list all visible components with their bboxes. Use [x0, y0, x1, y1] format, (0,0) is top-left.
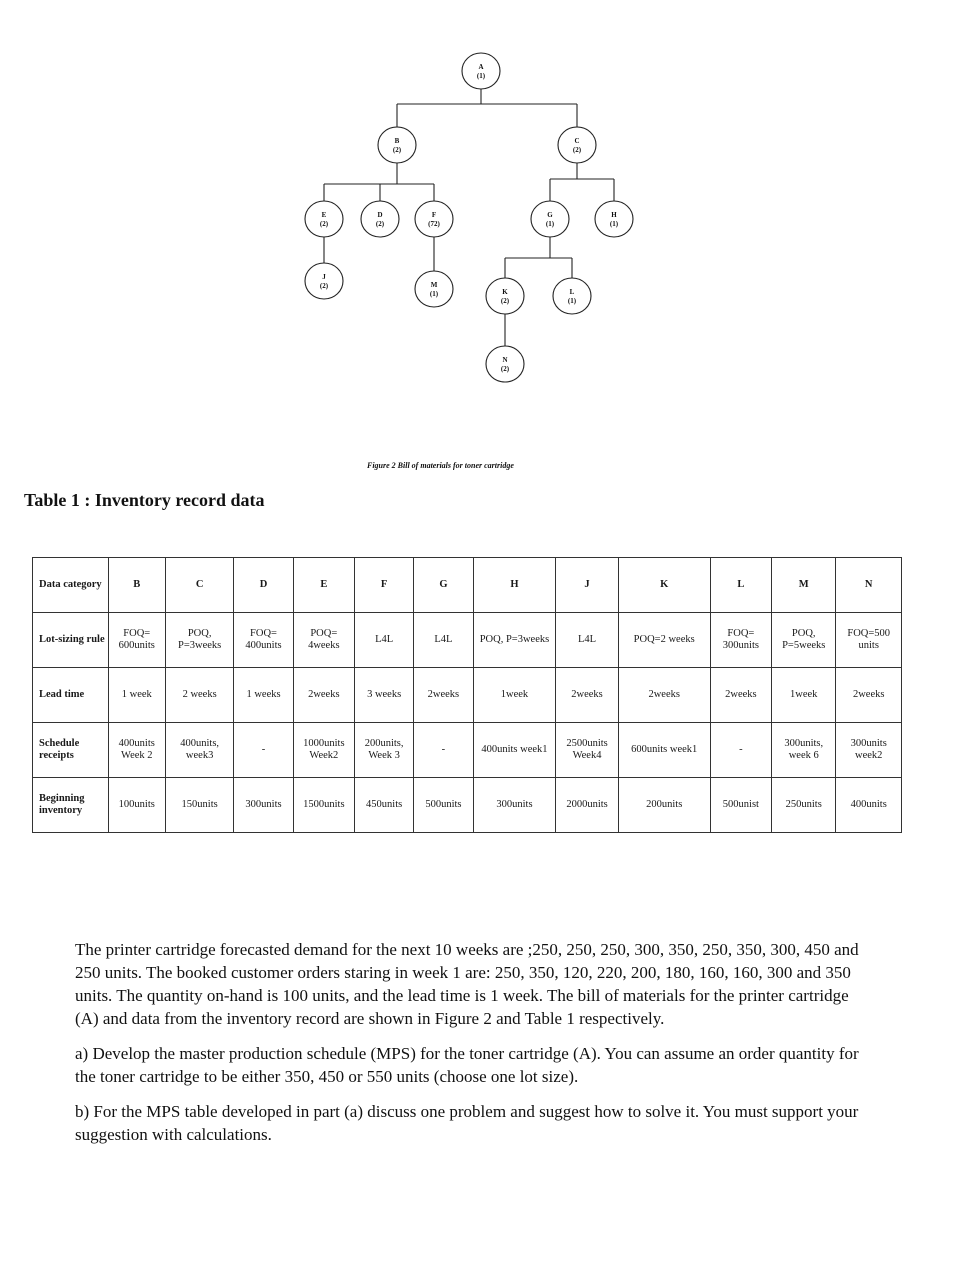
- table-cell: FOQ= 400units: [234, 613, 293, 668]
- header-item-h: H: [473, 558, 556, 613]
- bom-node-n: [486, 346, 524, 382]
- header-item-m: M: [772, 558, 836, 613]
- bom-node-d: [361, 201, 399, 237]
- bom-node-qty: (2): [375, 220, 385, 228]
- bom-node-l: [553, 278, 591, 314]
- table-cell: 1week: [473, 668, 556, 723]
- table-cell: 200units: [618, 778, 710, 833]
- bom-node-id: B: [394, 137, 400, 145]
- table-cell: POQ, P=5weeks: [772, 613, 836, 668]
- bom-node-circle: [553, 278, 591, 314]
- bom-node-circle: [361, 201, 399, 237]
- table-cell: 2 weeks: [165, 668, 233, 723]
- header-item-f: F: [354, 558, 413, 613]
- table-title: Table 1 : Inventory record data: [24, 490, 265, 510]
- table-cell: -: [710, 723, 771, 778]
- bom-node-qty: (2): [319, 282, 329, 290]
- problem-part-b: b) For the MPS table developed in part (a) discuss one problem and suggest how to solve it. You must support your suggestion with calculations.: [75, 1102, 859, 1144]
- table-cell: 400units: [836, 778, 902, 833]
- header-item-j: J: [556, 558, 618, 613]
- bom-node-circle: [462, 53, 500, 89]
- table-cell: 450units: [354, 778, 413, 833]
- header-data-category: Data category: [33, 558, 109, 613]
- bom-nodes: [305, 53, 633, 382]
- bom-node-qty: (1): [609, 220, 619, 228]
- table-cell: POQ= 4weeks: [293, 613, 354, 668]
- bom-node-qty: (72): [428, 220, 440, 228]
- table-cell: 600units week1: [618, 723, 710, 778]
- bom-node-e: [305, 201, 343, 237]
- bom-node-id: A: [478, 63, 484, 71]
- bom-node-circle: [486, 346, 524, 382]
- bom-node-circle: [305, 201, 343, 237]
- table-cell: POQ, P=3weeks: [473, 613, 556, 668]
- bom-node-qty: (1): [567, 297, 577, 305]
- bom-node-id: K: [502, 288, 508, 296]
- table-cell: 300units, week 6: [772, 723, 836, 778]
- table-cell: -: [234, 723, 293, 778]
- row-label: Beginning inventory: [33, 778, 109, 833]
- bom-node-qty: (1): [429, 290, 439, 298]
- row-label: Lead time: [33, 668, 109, 723]
- table-header-row: [33, 558, 902, 613]
- table-cell: FOQ= 300units: [710, 613, 771, 668]
- table-cell: FOQ= 600units: [108, 613, 165, 668]
- table-cell: 250units: [772, 778, 836, 833]
- bom-node-qty: (2): [500, 297, 510, 305]
- table-cell: 300units week2: [836, 723, 902, 778]
- table-cell: L4L: [556, 613, 618, 668]
- table-cell: 500units: [414, 778, 473, 833]
- table-cell: L4L: [414, 613, 473, 668]
- figure-caption: Figure 2 Bill of materials for toner cartridge: [367, 461, 514, 470]
- bom-node-id: H: [611, 211, 617, 219]
- bom-node-qty: (2): [392, 146, 402, 154]
- table-cell: L4L: [354, 613, 413, 668]
- table-cell: 1 weeks: [234, 668, 293, 723]
- table-cell: 300units: [473, 778, 556, 833]
- table-cell: POQ=2 weeks: [618, 613, 710, 668]
- table-cell: 2500units Week4: [556, 723, 618, 778]
- table-row: [33, 778, 902, 833]
- bom-node-qty: (2): [500, 365, 510, 373]
- table-cell: 1week: [772, 668, 836, 723]
- table-cell: POQ, P=3weeks: [165, 613, 233, 668]
- header-item-e: E: [293, 558, 354, 613]
- table-cell: 1000units Week2: [293, 723, 354, 778]
- table-cell: 100units: [108, 778, 165, 833]
- row-label: Lot-sizing rule: [33, 613, 109, 668]
- header-item-n: N: [836, 558, 902, 613]
- table-cell: 300units: [234, 778, 293, 833]
- table-cell: 3 weeks: [354, 668, 413, 723]
- table-cell: 500unist: [710, 778, 771, 833]
- bom-node-id: E: [321, 211, 327, 219]
- bom-node-id: J: [322, 273, 326, 281]
- header-item-l: L: [710, 558, 771, 613]
- bom-node-qty: (1): [545, 220, 555, 228]
- table-cell: 400units Week 2: [108, 723, 165, 778]
- bom-node-circle: [486, 278, 524, 314]
- table-row: [33, 668, 902, 723]
- table-row: [33, 723, 902, 778]
- table-cell: -: [414, 723, 473, 778]
- bom-node-id: G: [547, 211, 553, 219]
- bom-node-circle: [531, 201, 569, 237]
- bom-node-f: [415, 201, 453, 237]
- bom-node-circle: [558, 127, 596, 163]
- bom-node-qty: (2): [572, 146, 582, 154]
- bom-node-k: [486, 278, 524, 314]
- bom-node-circle: [415, 201, 453, 237]
- bom-node-h: [595, 201, 633, 237]
- table-cell: 2weeks: [836, 668, 902, 723]
- bom-node-qty: (1): [476, 72, 486, 80]
- table-cell: FOQ=500 units: [836, 613, 902, 668]
- bom-node-qty: (2): [319, 220, 329, 228]
- table-cell: 2weeks: [414, 668, 473, 723]
- bom-node-id: L: [569, 288, 575, 296]
- header-item-d: D: [234, 558, 293, 613]
- bom-node-m: [415, 271, 453, 307]
- bom-node-circle: [305, 263, 343, 299]
- bom-node-g: [531, 201, 569, 237]
- bom-node-id: M: [430, 281, 438, 289]
- bom-node-id: C: [574, 137, 580, 145]
- table-cell: 1 week: [108, 668, 165, 723]
- bom-node-id: N: [502, 356, 508, 364]
- bom-node-circle: [378, 127, 416, 163]
- inventory-record-table: [32, 557, 902, 833]
- problem-part-a: a) Develop the master production schedule (MPS) for the toner cartridge (A). You can assume an order quantity for the toner cartridge to be either 350, 450 or 550 units (choose one lot size).: [75, 1044, 859, 1086]
- row-label: Schedule receipts: [33, 723, 109, 778]
- table-cell: 1500units: [293, 778, 354, 833]
- table-cell: 2weeks: [618, 668, 710, 723]
- header-item-b: B: [108, 558, 165, 613]
- bom-node-j: [305, 263, 343, 299]
- bom-node-id: F: [431, 211, 437, 219]
- table-cell: 400units week1: [473, 723, 556, 778]
- header-item-c: C: [165, 558, 233, 613]
- table-cell: 150units: [165, 778, 233, 833]
- table-cell: 2weeks: [556, 668, 618, 723]
- table-cell: 2000units: [556, 778, 618, 833]
- header-item-g: G: [414, 558, 473, 613]
- header-item-k: K: [618, 558, 710, 613]
- table-cell: 2weeks: [293, 668, 354, 723]
- bom-node-circle: [595, 201, 633, 237]
- table-row: [33, 613, 902, 668]
- problem-intro: The printer cartridge forecasted demand for the next 10 weeks are ;250, 250, 250, 300, 350, 250, 350, 300, 450 and 250 units. The booked customer orders staring in week 1 are: 250, 350, 120, 220, 200, 180, 160, 160, 300 and 350 units. The quantity on-hand is 100 units, and the lead time is 1 week. The bill of materials for the printer cartridge (A) and data from the inventory record are shown in Figure 2 and Table 1 respectively.: [75, 940, 859, 1028]
- bom-node-b: [378, 127, 416, 163]
- bom-node-a: [462, 53, 500, 89]
- table-cell: 200units, Week 3: [354, 723, 413, 778]
- problem-statement: [75, 938, 875, 1158]
- bom-node-circle: [415, 271, 453, 307]
- bom-node-c: [558, 127, 596, 163]
- bill-of-materials-diagram: [0, 0, 954, 480]
- table-cell: 400units, week3: [165, 723, 233, 778]
- table-cell: 2weeks: [710, 668, 771, 723]
- bom-node-id: D: [377, 211, 383, 219]
